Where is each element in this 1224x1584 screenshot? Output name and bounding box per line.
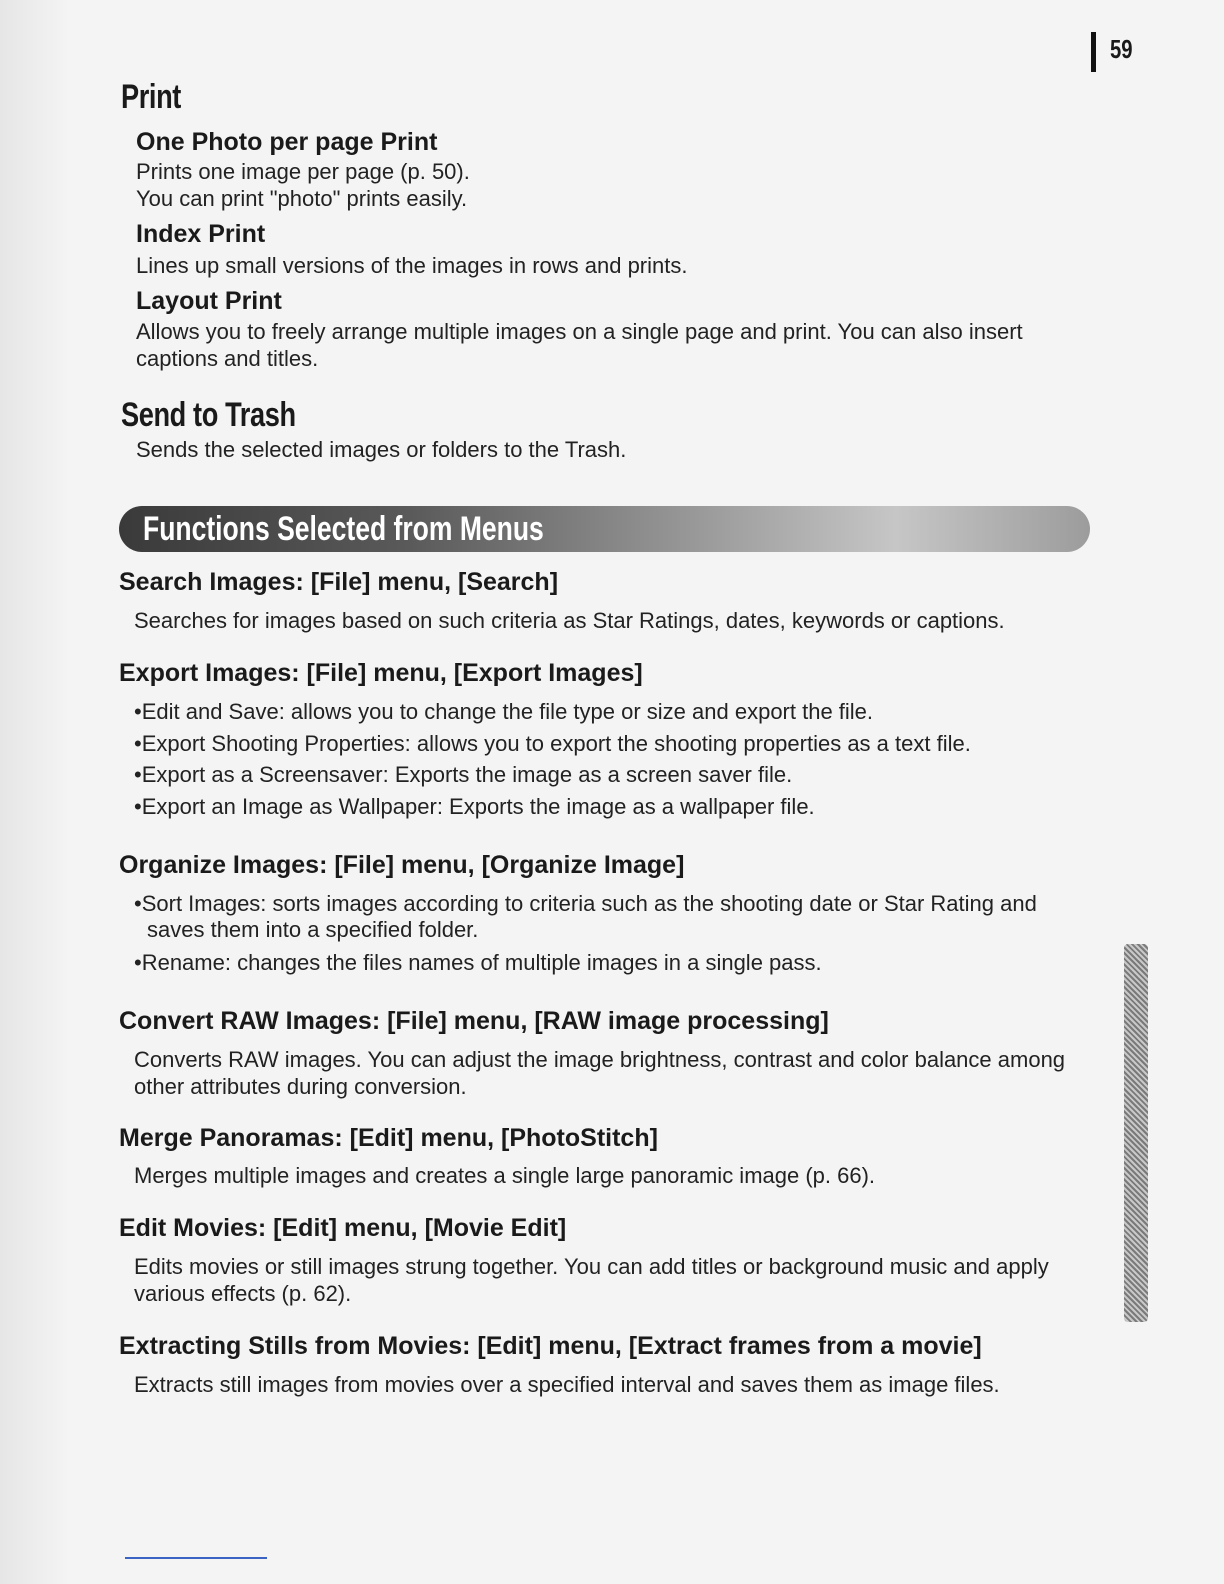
search-images-text: Searches for images based on such criteria as Star Ratings, dates, keywords or captions. <box>134 608 1005 633</box>
convert-raw-text: Converts RAW images. You can adjust the image brightness, contrast and color balance among other attributes during conversion. <box>134 1047 1066 1099</box>
page-number: 59 <box>1110 34 1133 64</box>
page-number-divider <box>1091 32 1096 72</box>
merge-panoramas-text: Merges multiple images and creates a single large panoramic image (p. 66). <box>134 1163 876 1188</box>
chapter-thumb-tab <box>1124 944 1148 1322</box>
export-bullet-screensaver: • Export as a Screensaver: Exports the image as a screen saver file. <box>134 762 792 788</box>
page-binding-shadow <box>0 0 70 1584</box>
section-banner <box>119 506 1090 552</box>
export-images-heading: Export Images: [File] menu, [Export Images] <box>119 659 643 687</box>
one-photo-print-heading: One Photo per page Print <box>136 128 438 156</box>
layout-print-heading: Layout Print <box>136 287 282 315</box>
banner-title: Functions Selected from Menus <box>143 510 544 548</box>
layout-print-text: Allows you to freely arrange multiple images on a single page and print. You can also insert captions and titles. <box>136 319 1023 371</box>
send-to-trash-heading: Send to Trash <box>121 396 296 434</box>
edit-movies-text: Edits movies or still images strung together. You can add titles or background music and apply various effects (p. 62). <box>134 1254 1049 1306</box>
extract-stills-text: Extracts still images from movies over a specified interval and saves them as image files. <box>134 1372 1000 1397</box>
index-print-heading: Index Print <box>136 220 266 248</box>
export-bullet-edit-save: • Edit and Save: allows you to change the file type or size and export the file. <box>134 699 873 725</box>
export-bullet-shooting-properties: • Export Shooting Properties: allows you to export the shooting properties as a text file. <box>134 731 971 757</box>
organize-bullet-rename: • Rename: changes the files names of multiple images in a single pass. <box>134 950 822 976</box>
export-bullet-wallpaper: • Export an Image as Wallpaper: Exports the image as a wallpaper file. <box>134 794 815 820</box>
extract-stills-heading: Extracting Stills from Movies: [Edit] menu, [Extract frames from a movie] <box>119 1332 982 1360</box>
one-photo-print-line-2: You can print "photo" prints easily. <box>136 186 468 211</box>
merge-panoramas-heading: Merge Panoramas: [Edit] menu, [PhotoStitch] <box>119 1124 658 1152</box>
one-photo-print-line-1: Prints one image per page (p. 50). <box>136 159 470 184</box>
edit-movies-heading: Edit Movies: [Edit] menu, [Movie Edit] <box>119 1214 567 1242</box>
index-print-text: Lines up small versions of the images in rows and prints. <box>136 253 688 278</box>
search-images-heading: Search Images: [File] menu, [Search] <box>119 568 559 596</box>
send-to-trash-text: Sends the selected images or folders to the Trash. <box>136 437 627 462</box>
convert-raw-heading: Convert RAW Images: [File] menu, [RAW image processing] <box>119 1007 829 1035</box>
print-heading: Print <box>121 78 181 116</box>
organize-bullet-sort: • Sort Images: sorts images according to criteria such as the shooting date or Star Rating and saves them into a specified folder. <box>134 891 1097 943</box>
organize-images-heading: Organize Images: [File] menu, [Organize Image] <box>119 851 685 879</box>
footer-rule <box>125 1557 267 1559</box>
